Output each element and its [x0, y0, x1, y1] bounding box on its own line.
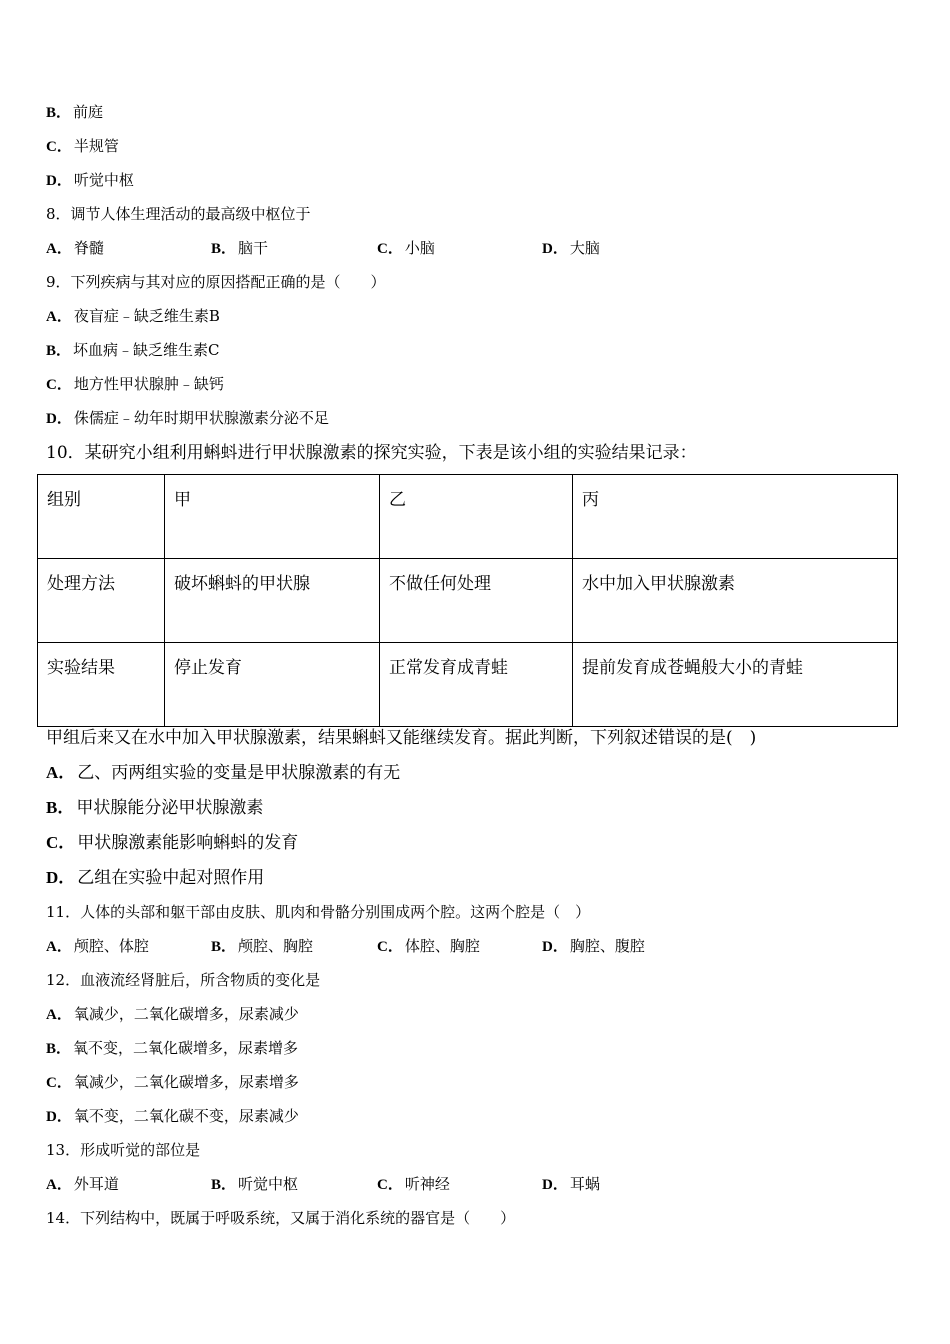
q10-option-b [46, 797, 263, 819]
q12-stem: 12．血液流经肾脏后，所含物质的变化是 [46, 971, 321, 989]
table-row [38, 559, 898, 643]
option-label: D． [46, 173, 72, 189]
table-cell: 水中加入甲状腺激素 [573, 559, 898, 643]
option-text: 体腔、胸腔 [404, 937, 480, 955]
q10-option-c [46, 832, 298, 854]
option-text: 听神经 [404, 1175, 450, 1193]
q12-option-b [46, 1038, 298, 1059]
option-text: 乙组在实验中起对照作用 [77, 868, 265, 888]
option-label: C． [46, 139, 72, 155]
q11-stem: 11．人体的头部和躯干部由皮肤、肌肉和骨骼分别围成两个腔。这两个腔是（ ） [46, 903, 591, 921]
option-label: B． [211, 241, 237, 257]
option-text: 颅腔、体腔 [73, 937, 149, 955]
q13-option-b [211, 1174, 298, 1195]
option-text: 小脑 [404, 239, 435, 257]
option-text: 胸腔、腹腔 [569, 937, 645, 955]
option-label: C． [377, 1177, 403, 1193]
option-label: A． [46, 241, 72, 257]
table-cell: 乙 [380, 475, 573, 559]
table-cell: 停止发育 [165, 643, 380, 727]
option-label: B． [46, 343, 72, 359]
option-label: C． [377, 939, 403, 955]
table-cell: 正常发育成青蛙 [380, 643, 573, 727]
option-text: 外耳道 [73, 1175, 119, 1193]
experiment-results-table [37, 474, 898, 727]
option-label: C． [46, 377, 72, 393]
option-text: 乙、丙两组实验的变量是甲状腺激素的有无 [77, 763, 401, 783]
option-text: 甲状腺能分泌甲状腺激素 [76, 798, 264, 818]
q12-option-d [46, 1106, 299, 1127]
q9-option-d [46, 408, 329, 429]
q10-option-a [46, 762, 400, 784]
table-cell: 实验结果 [38, 643, 165, 727]
table-cell: 破坏蝌蚪的甲状腺 [165, 559, 380, 643]
q13-option-c [377, 1174, 450, 1195]
table-cell: 组别 [38, 475, 165, 559]
q7-option-d [46, 170, 134, 191]
option-label: C． [377, 241, 403, 257]
option-label: A． [46, 939, 72, 955]
q12-option-c [46, 1072, 299, 1093]
option-label: B． [46, 798, 75, 817]
option-label: C． [46, 833, 76, 852]
q8-option-b [211, 238, 268, 259]
q10-stem: 10．某研究小组利用蝌蚪进行甲状腺激素的探究实验，下表是该小组的实验结果记录： [46, 443, 697, 463]
option-text: 脑干 [238, 239, 269, 257]
option-text: 颅腔、胸腔 [238, 937, 314, 955]
q8-option-a [46, 238, 104, 259]
table-cell: 甲 [165, 475, 380, 559]
option-text: 夜盲症﹣缺乏维生素B [73, 307, 220, 325]
option-label: D． [542, 1177, 568, 1193]
q9-option-a [46, 306, 220, 327]
option-text: 氧减少，二氧化碳增多，尿素减少 [73, 1005, 299, 1023]
option-label: A． [46, 309, 72, 325]
option-label: D． [46, 868, 76, 887]
option-label: B． [46, 105, 72, 121]
option-text: 甲状腺激素能影响蝌蚪的发育 [77, 833, 299, 853]
q14-stem: 14．下列结构中，既属于呼吸系统，又属于消化系统的器官是（ ） [46, 1209, 516, 1227]
option-label: A． [46, 763, 76, 782]
q13-option-d [542, 1174, 600, 1195]
q11-option-c [377, 936, 480, 957]
table-row [38, 475, 898, 559]
q7-option-c [46, 136, 119, 157]
q11-option-a [46, 936, 149, 957]
option-text: 氧不变，二氧化碳增多，尿素增多 [73, 1039, 299, 1057]
option-label: A． [46, 1007, 72, 1023]
option-label: B． [211, 939, 237, 955]
table-cell: 处理方法 [38, 559, 165, 643]
q9-option-c [46, 374, 224, 395]
q10-option-d [46, 867, 264, 889]
table-row [38, 643, 898, 727]
option-text: 氧减少，二氧化碳增多，尿素增多 [73, 1073, 299, 1091]
option-text: 耳蜗 [569, 1175, 600, 1193]
q12-option-a [46, 1004, 299, 1025]
option-text: 脊髓 [73, 239, 104, 257]
q9-option-b [46, 340, 220, 361]
option-label: B． [46, 1041, 72, 1057]
option-label: C． [46, 1075, 72, 1091]
option-text: 地方性甲状腺肿﹣缺钙 [73, 375, 224, 393]
q13-option-a [46, 1174, 119, 1195]
q10-followup: 甲组后来又在水中加入甲状腺激素，结果蝌蚪又能继续发育。据此判断，下列叙述错误的是( ) [46, 728, 757, 748]
q9-stem: 9．下列疾病与其对应的原因搭配正确的是（ ） [46, 273, 386, 291]
option-label: D． [46, 411, 72, 427]
option-text: 前庭 [73, 103, 104, 121]
option-label: B． [211, 1177, 237, 1193]
table-cell: 丙 [573, 475, 898, 559]
table-cell: 提前发育成苍蝇般大小的青蛙 [573, 643, 898, 727]
option-text: 坏血病﹣缺乏维生素C [73, 341, 220, 359]
option-text: 大脑 [569, 239, 600, 257]
q13-stem: 13．形成听觉的部位是 [46, 1141, 201, 1159]
q11-option-d [542, 936, 645, 957]
q8-stem: 8．调节人体生理活动的最高级中枢位于 [46, 205, 311, 223]
option-text: 半规管 [73, 137, 119, 155]
table-cell: 不做任何处理 [380, 559, 573, 643]
q11-option-b [211, 936, 313, 957]
option-text: 侏儒症﹣幼年时期甲状腺激素分泌不足 [73, 409, 329, 427]
q7-option-b [46, 102, 103, 123]
option-label: D． [542, 939, 568, 955]
q8-option-d [542, 238, 600, 259]
option-text: 听觉中枢 [238, 1175, 299, 1193]
option-label: D． [46, 1109, 72, 1125]
option-label: D． [542, 241, 568, 257]
option-text: 听觉中枢 [73, 171, 134, 189]
q8-option-c [377, 238, 435, 259]
option-text: 氧不变，二氧化碳不变，尿素减少 [73, 1107, 299, 1125]
option-label: A． [46, 1177, 72, 1193]
